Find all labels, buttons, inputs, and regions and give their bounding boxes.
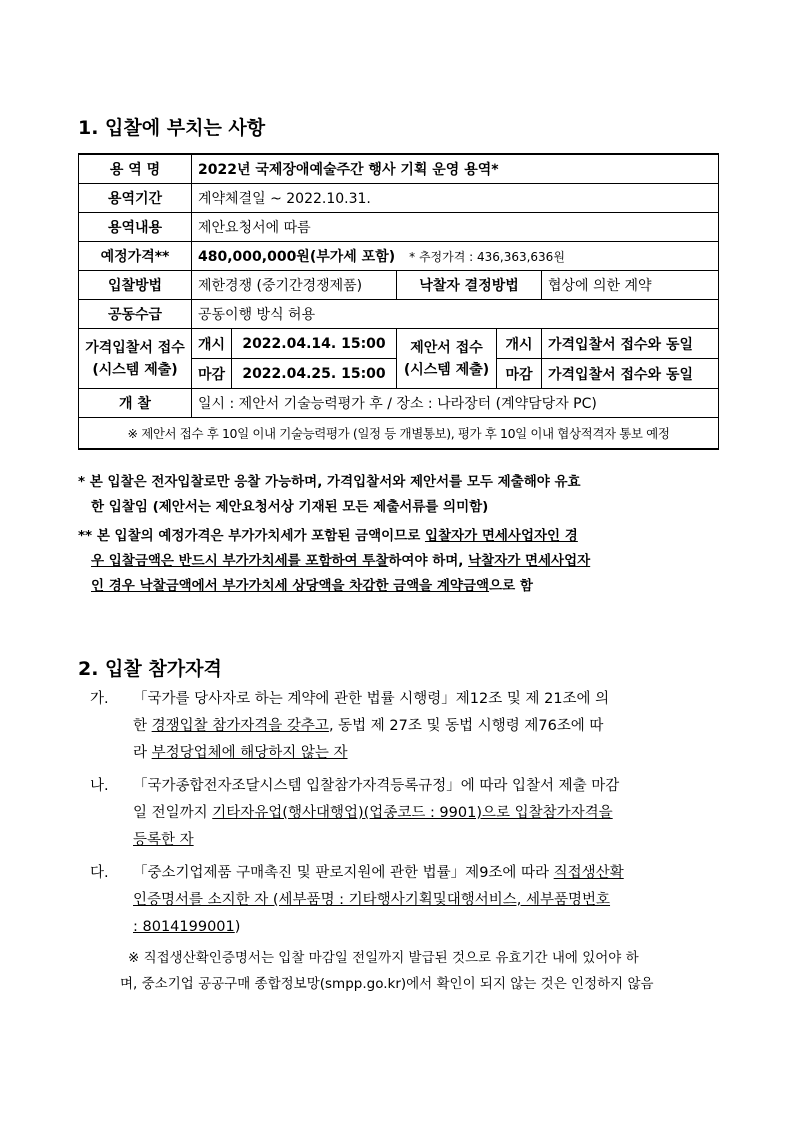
proposal-close-value: 가격입찰서 접수와 동일 <box>542 359 719 389</box>
table-row <box>79 389 719 418</box>
table-footnote: ※ 제안서 접수 후 10일 이내 기술능력평가 (일정 등 개별통보), 평가 후 10일 이내 협상적격자 통보 예정 <box>79 418 719 450</box>
table-row <box>79 418 719 450</box>
note-1-line1: * 본 입찰은 전자입찰로만 응찰 가능하며, 가격입찰서와 제안서를 모두 제출해야 유효 <box>78 474 581 490</box>
item-line <box>133 800 720 827</box>
price-bid-label <box>79 329 192 389</box>
estimated-price-value: 480,000,000원(부가세 포함) <box>198 249 396 265</box>
item-text: , 동법 제 27조 및 동법 시행령 제76조에 따 <box>328 718 604 734</box>
item-line <box>133 713 720 740</box>
sub-note-line1: ※ 직접생산확인증명서는 입찰 마감일 전일까지 발급된 것으로 유효기간 내에 있어야 하 <box>128 950 639 966</box>
note-2-text: 하여야 하며, <box>388 553 469 569</box>
notes-block <box>78 470 718 599</box>
list-item <box>90 686 720 767</box>
item-line: 「국가종합전자조달시스템 입찰참가자격등록규정」에 따라 입찰서 제출 마감 <box>133 778 620 794</box>
note-1-line2: 한 입찰임 (제안서는 제안요청서상 기재된 모든 제출서류를 의미함) <box>91 499 489 515</box>
item-sub-note <box>90 945 720 997</box>
price-bid-close-label: 마감 <box>192 359 232 389</box>
list-item <box>90 773 720 854</box>
note-2-underline: 입찰자가 면세사업자인 경 <box>424 528 578 544</box>
winner-method-label: 낙찰자 결정방법 <box>397 271 542 300</box>
item-marker: 다. <box>90 865 109 881</box>
note-2-underline: 인 경우 낙찰금액에서 부가가치세 상당액을 차감한 금액을 계약금액 <box>91 578 490 594</box>
price-bid-open-label: 개시 <box>192 329 232 359</box>
note-2-underline: 우 입찰금액은 반드시 부가가치세를 포함하여 투찰 <box>91 553 389 569</box>
price-bid-open-date: 2022.04.14. 15:00 <box>232 329 397 359</box>
item-underline: 경쟁입찰 참가자격을 갖추고 <box>151 718 329 734</box>
item-underline: 등록한 자 <box>133 832 194 848</box>
estimated-price-label: 예정가격** <box>79 242 192 271</box>
note-2-text: ** 본 입찰의 예정가격은 부가가치세가 포함된 금액이므로 <box>78 528 425 544</box>
estimated-price-note: * 추정가격 : 436,363,636원 <box>409 250 565 264</box>
note-2-line2 <box>78 549 718 574</box>
item-underline: : 8014199001 <box>133 919 235 935</box>
bid-opening-value: 일시 : 제안서 기술능력평가 후 / 장소 : 나라장터 (계약담당자 PC) <box>192 389 719 418</box>
note-2-line3 <box>78 574 718 599</box>
winner-method-value: 협상에 의한 계약 <box>542 271 719 300</box>
item-line <box>133 740 720 767</box>
table-row <box>79 300 719 329</box>
price-bid-close-date: 2022.04.25. 15:00 <box>232 359 397 389</box>
service-content-value: 제안요청서에 따름 <box>192 213 719 242</box>
item-line: 「국가를 당사자로 하는 계약에 관한 법률 시행령」제12조 및 제 21조에 의 <box>133 691 610 707</box>
item-underline: 인증명서를 소지한 자 (세부품명 : 기타행사기획및대행서비스, 세부품명번호 <box>133 892 611 908</box>
joint-supply-label: 공동수급 <box>79 300 192 329</box>
table-row <box>79 184 719 213</box>
qualification-list <box>90 686 720 997</box>
proposal-close-label: 마감 <box>497 359 542 389</box>
table-row <box>79 271 719 300</box>
service-content-label: 용역내용 <box>79 213 192 242</box>
list-item <box>90 860 720 941</box>
service-name-value: 2022년 국제장애예술주간 행사 기획 운영 용역* <box>192 154 719 184</box>
estimated-price-cell <box>192 242 719 271</box>
note-2-line1 <box>78 524 718 549</box>
table-row <box>79 213 719 242</box>
item-line <box>133 887 720 914</box>
service-name-label: 용 역 명 <box>79 154 192 184</box>
joint-supply-value: 공동이행 방식 허용 <box>192 300 719 329</box>
item-text: 라 <box>133 745 152 761</box>
table-row <box>79 242 719 271</box>
item-marker: 가. <box>90 691 109 707</box>
service-period-label: 용역기간 <box>79 184 192 213</box>
item-line <box>133 827 720 854</box>
bid-method-label: 입찰방법 <box>79 271 192 300</box>
item-text: 일 전일까지 <box>133 805 213 821</box>
item-underline: 직접생산확 <box>553 865 624 881</box>
table-row <box>79 154 719 184</box>
item-text: ) <box>234 919 241 935</box>
table-row <box>79 329 719 359</box>
item-underline: 부정당업체에 해당하지 않는 자 <box>151 745 348 761</box>
item-text: 「중소기업제품 구매촉진 및 판로지원에 관한 법률」제9조에 따라 <box>133 865 554 881</box>
proposal-label-line2: (시스템 제출) <box>403 361 490 378</box>
proposal-open-value: 가격입찰서 접수와 동일 <box>542 329 719 359</box>
proposal-open-label: 개시 <box>497 329 542 359</box>
item-line <box>133 914 720 941</box>
proposal-label-line1: 제안서 접수 <box>410 339 483 356</box>
item-underline: 기타자유업(행사대행업)(업종코드 : 9901)으로 입찰참가자격을 <box>212 805 613 821</box>
bid-info-table <box>78 153 719 450</box>
note-2-text: 으로 함 <box>489 578 533 594</box>
item-text: 한 <box>133 718 152 734</box>
section-1-title: 1. 입찰에 부치는 사항 <box>78 117 266 139</box>
bid-opening-label: 개 찰 <box>79 389 192 418</box>
bid-method-value: 제한경쟁 (중기간경쟁제품) <box>192 271 397 300</box>
sub-note-line2: 며, 중소기업 공공구매 종합정보망(smpp.go.kr)에서 확인이 되지 않는 것은 인정하지 않음 <box>120 976 654 992</box>
price-bid-label-line2: (시스템 제출) <box>92 361 178 378</box>
item-line <box>133 860 720 887</box>
service-period-value: 계약체결일 ~ 2022.10.31. <box>192 184 719 213</box>
note-2-underline: 낙찰자가 면세사업자 <box>468 553 591 569</box>
price-bid-label-line1: 가격입찰서 접수 <box>85 339 185 356</box>
section-2-title: 2. 입찰 참가자격 <box>78 658 222 680</box>
proposal-label <box>397 329 497 389</box>
item-marker: 나. <box>90 778 109 794</box>
